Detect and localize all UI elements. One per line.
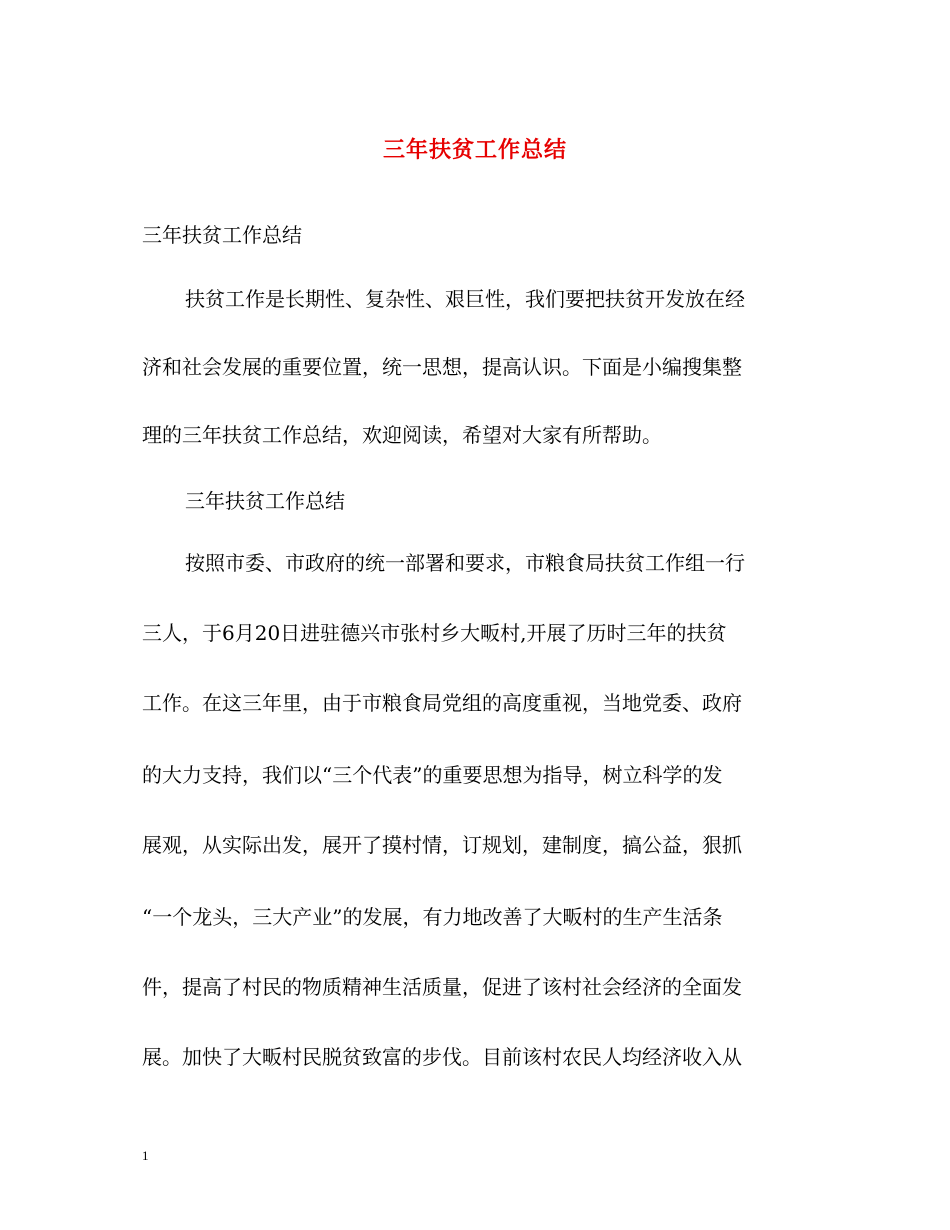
paragraph-line: 的大力支持，我们以“三个代表”的重要思想为指导，树立科学的发 [142, 763, 723, 787]
paragraph-line: 展观，从实际出发，展开了摸村情，订规划，建制度，搞公益，狠抓 [142, 833, 742, 857]
document-subtitle: 三年扶贫工作总结 [142, 223, 302, 247]
document-title: 三年扶贫工作总结 [382, 137, 567, 163]
paragraph-line: 按照市委、市政府的统一部署和要求，市粮食局扶贫工作组一行 [185, 551, 745, 575]
paragraph-line: “一个龙头，三大产业”的发展，有力地改善了大畈村的生产生活条 [142, 905, 723, 929]
section-heading: 三年扶贫工作总结 [185, 489, 345, 513]
page-number: 1 [142, 1148, 149, 1163]
paragraph-line: 工作。在这三年里，由于市粮食局党组的高度重视，当地党委、政府 [142, 691, 742, 715]
paragraph-line: 扶贫工作是长期性、复杂性、艰巨性，我们要把扶贫开发放在经 [185, 287, 745, 311]
paragraph-line: 济和社会发展的重要位置，统一思想，提高认识。下面是小编搜集整 [142, 355, 742, 379]
paragraph-line: 件，提高了村民的物质精神生活质量，促进了该村社会经济的全面发 [142, 975, 742, 999]
paragraph-line: 理的三年扶贫工作总结，欢迎阅读，希望对大家有所帮助。 [142, 423, 662, 447]
paragraph-line: 三人，于6月20日进驻德兴市张村乡大畈村,开展了历时三年的扶贫 [142, 621, 727, 645]
paragraph-line: 展。加快了大畈村民脱贫致富的步伐。目前该村农民人均经济收入从 [142, 1045, 742, 1069]
